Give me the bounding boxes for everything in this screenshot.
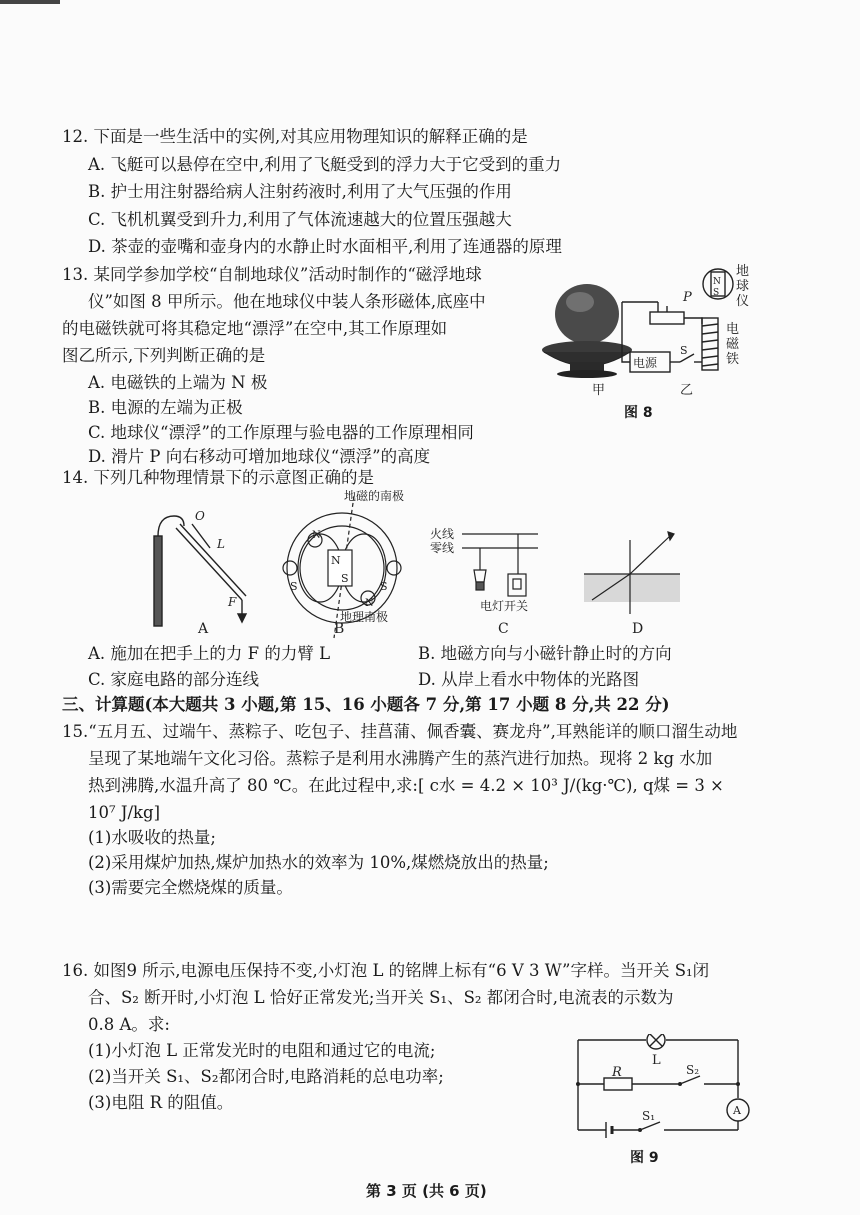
q13-stem-line1: 13. 某同学参加学校“自制地球仪”活动时制作的“磁浮地球 xyxy=(62,265,482,284)
globe-label: 地球仪 xyxy=(736,264,750,309)
q14-option-c: C. 家庭电路的部分连线 xyxy=(88,670,260,689)
q14-option-a: A. 施加在把手上的力 F 的力臂 L xyxy=(88,644,331,663)
q15-line4: 10⁷ J/kg] xyxy=(88,803,161,822)
fig9-S2-label: S₂ xyxy=(686,1063,700,1077)
q13-stem-line3: 的电磁铁就可将其稳定地“漂浮”在空中,其工作原理如 xyxy=(62,319,448,338)
q15-line2: 呈现了某地端午文化习俗。蒸粽子是利用水沸腾产生的蒸汽进行加热。现将 2 kg 水加 xyxy=(88,749,713,768)
q14-option-b: B. 地磁方向与小磁针静止时的方向 xyxy=(418,644,672,663)
q16-line2: 合、S₂ 断开时,小灯泡 L 恰好正常发光;当开关 S₁、S₂ 都闭合时,电流表的示数为 xyxy=(88,988,674,1007)
q14-stem: 14. 下列几种物理情景下的示意图正确的是 xyxy=(62,468,374,487)
yi-label: 乙 xyxy=(680,383,694,398)
power-label: 电源 xyxy=(633,356,658,370)
label-A: A xyxy=(198,621,209,637)
lamp-switch-label: 电灯开关 xyxy=(480,599,529,613)
b-n-needle-label: N xyxy=(312,530,321,541)
q16-sub2: (2)当开关 S₁、S₂都闭合时,电路消耗的总电功率; xyxy=(88,1067,444,1086)
q14-option-d: D. 从岸上看水中物体的光路图 xyxy=(418,670,640,689)
fig9-R-label: R xyxy=(612,1065,622,1080)
b-s-label: S xyxy=(341,572,349,585)
b-s-left-label: S xyxy=(290,580,298,593)
label-L: L xyxy=(217,537,225,551)
geo-south-magnetic-label: 地磁的南极 xyxy=(344,490,405,503)
q13-option-b: B. 电源的左端为正极 xyxy=(88,398,243,417)
q13-option-d: D. 滑片 P 向右移动可增加地球仪“漂浮”的高度 xyxy=(88,447,431,466)
q15-line3: 热到沸腾,水温升高了 80 ℃。在此过程中,求:[ c水 = 4.2 × 10³ J/(kg·℃), q煤 = 3 × xyxy=(88,776,724,795)
q15-line1: 15.“五月五、过端午、蒸粽子、吃包子、挂菖蒲、佩香囊、赛龙舟”,耳熟能详的顺口溜生动地 xyxy=(62,722,738,741)
label-D: D xyxy=(632,621,644,637)
q16-sub1: (1)小灯泡 L 正常发光时的电阻和通过它的电流; xyxy=(88,1041,436,1060)
q15-sub3: (3)需要完全燃烧煤的质量。 xyxy=(88,878,293,897)
globe-s-label: S xyxy=(713,288,720,298)
globe-illustration xyxy=(542,284,632,378)
figure-8-caption: 图 8 xyxy=(624,405,653,421)
b-n-needle2-label: N xyxy=(365,598,374,609)
q12-option-a: A. 飞艇可以悬停在空中,利用了飞艇受到的浮力大于它受到的重力 xyxy=(88,155,562,174)
q13-option-a: A. 电磁铁的上端为 N 极 xyxy=(88,373,268,392)
zero-wire-label: 零线 xyxy=(430,541,455,555)
diagram-d-refraction xyxy=(584,532,680,614)
q16-line1: 16. 如图9 所示,电源电压保持不变,小灯泡 L 的铭牌上标有“6 V 3 W”字样。当开关 S₁闭 xyxy=(62,961,710,980)
globe-n-label: N xyxy=(713,277,721,287)
q13-stem-line4: 图乙所示,下列判断正确的是 xyxy=(62,346,266,365)
q12-option-d: D. 茶壶的壶嘴和壶身内的水静止时水面相平,利用了连通器的原理 xyxy=(88,237,562,256)
q13-stem-line2: 仪”如图 8 甲所示。他在地球仪中装人条形磁体,底座中 xyxy=(88,292,486,311)
electromagnet-label: 电磁铁 xyxy=(726,322,740,367)
fig9-S1-label: S₁ xyxy=(642,1109,656,1123)
figure-9-caption: 图 9 xyxy=(630,1150,659,1166)
q15-sub2: (2)采用煤炉加热,煤炉加热水的效率为 10%,煤燃烧放出的热量; xyxy=(88,853,549,872)
q16-sub3: (3)电阻 R 的阻值。 xyxy=(88,1093,234,1112)
q12-option-b: B. 护士用注射器给病人注射药液时,利用了大气压强的作用 xyxy=(88,182,512,201)
q16-line3: 0.8 A。求: xyxy=(88,1015,170,1034)
label-O: O xyxy=(195,509,205,523)
section-3-heading: 三、计算题(本大题共 3 小题,第 15、16 小题各 7 分,第 17 小题 8 分,共 22 分) xyxy=(62,695,670,714)
q12-option-c: C. 飞机机翼受到升力,利用了气体流速越大的位置压强越大 xyxy=(88,210,512,229)
jia-label: 甲 xyxy=(592,383,606,398)
label-F: F xyxy=(228,595,237,609)
fig9-ammeter-label: A xyxy=(733,1104,741,1117)
figure-14-diagrams xyxy=(140,490,700,640)
label-C: C xyxy=(498,621,509,637)
b-n-label: N xyxy=(331,554,341,567)
q12-stem: 12. 下面是一些生活中的实例,对其应用物理知识的解释正确的是 xyxy=(62,127,528,146)
page-footer: 第 3 页 (共 6 页) xyxy=(366,1182,487,1200)
fig9-L-label: L xyxy=(652,1053,661,1068)
scan-edge-mark xyxy=(0,0,60,4)
switch-s-label: S xyxy=(680,344,688,357)
diagram-a-lever xyxy=(154,516,246,626)
q13-option-c: C. 地球仪“漂浮”的工作原理与验电器的工作原理相同 xyxy=(88,423,474,442)
q15-sub1: (1)水吸收的热量; xyxy=(88,828,216,847)
label-B: B xyxy=(334,621,345,637)
diagram-c-wiring xyxy=(462,534,538,596)
fire-wire-label: 火线 xyxy=(430,527,455,541)
slider-p-label: P xyxy=(683,290,692,305)
figure-9-circuit xyxy=(570,1034,760,1164)
b-s-right-label: S xyxy=(380,580,388,593)
geo-south-label: 地理南极 xyxy=(340,610,389,624)
